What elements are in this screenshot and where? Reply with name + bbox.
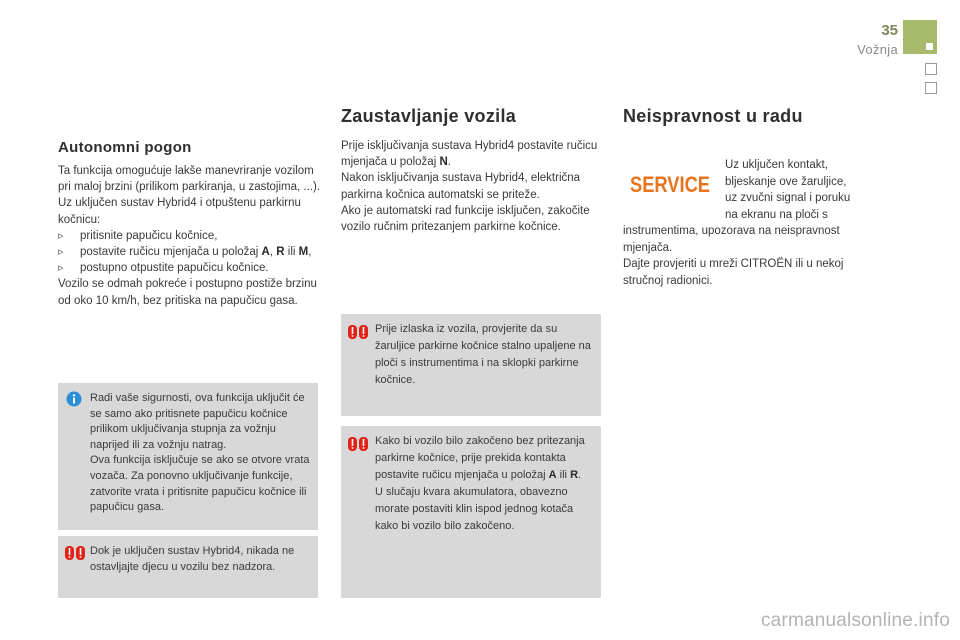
chapter-tab[interactable] (925, 63, 937, 75)
text-line: Uz uključen kontakt, (725, 159, 828, 171)
text: . (578, 469, 582, 481)
zaustavljanje-body (341, 138, 603, 235)
separator: , (308, 246, 312, 259)
list-item (58, 244, 322, 260)
section-title: Vožnja (857, 42, 898, 57)
warning-paragraph (375, 433, 595, 484)
text-line: bljeskanje ove žaruljice, (725, 175, 847, 188)
neispravnost-side-text (725, 157, 875, 223)
gear-position-a: A (261, 246, 270, 259)
info-icon (66, 391, 82, 407)
text: ili (556, 469, 571, 481)
warning-icon (347, 324, 369, 340)
zaustavljanje-p1 (341, 138, 603, 170)
warning-text: Dok je uključen sustav Hybrid4, nikada ne ostavljajte djecu u vozilu bez nadzora. (90, 545, 295, 574)
chapter-tab[interactable] (925, 82, 937, 94)
info-paragraph: Radi vaše sigurnosti, ova funkcija uključit će se samo ako pritisnete papučicu kočnice prilikom uključivanja stupnja za vožnju naprijed ili za vožnju natrag. (90, 392, 305, 451)
warning-paragraph: U slučaju kvara akumulatora, obavezno morate postaviti klin ispod jednog kotača kako bi vozilo bilo zakočeno. (375, 486, 574, 532)
gear-position-r: R (570, 469, 579, 481)
warning-icon (64, 545, 86, 561)
heading-autonomni-pogon: Autonomni pogon (58, 139, 192, 156)
zaustavljanje-p2: Nakon isključivanja sustava Hybrid4, električna parkirna kočnica automatski se priteže. (341, 172, 581, 201)
neispravnost-body (623, 223, 875, 289)
separator: ili (284, 246, 299, 259)
text-line: na ekranu na ploči s (725, 208, 828, 221)
service-logo-graphic (629, 170, 711, 196)
autonomni-result: Vozilo se odmah pokreće i postupno postiže brzinu od oko 10 km/h, bez pritiska na papučicu gasa. (58, 278, 317, 307)
warning-box (341, 426, 601, 598)
chapter-tab-active[interactable] (903, 20, 937, 54)
bullet-text: pritisnite papučicu kočnice, (80, 229, 218, 242)
text: . (447, 156, 451, 169)
tab-marker-icon (926, 43, 933, 50)
heading-neispravnost-u-radu: Neispravnost u radu (623, 106, 803, 126)
bullet-icon: ▹ (58, 229, 64, 242)
text: Kako bi vozilo bilo zakočeno bez pritezanja parkirne kočnice, prije prekida kontakta postavite ručicu mjenjača u položaj (375, 435, 585, 481)
separator: , (269, 246, 277, 259)
list-item (58, 228, 322, 244)
watermark: carmanualsonline.info (760, 610, 950, 631)
text: Dajte provjeriti u mreži CITROËN ili u nekoj stručnoj radionici. (623, 258, 844, 287)
info-box (58, 383, 318, 530)
bullet-text: postavite ručicu mjenjača u položaj (80, 246, 262, 259)
service-warning-icon (629, 170, 711, 196)
gear-position-r: R (276, 246, 285, 259)
warning-text: Prije izlaska iz vozila, provjerite da su žaruljice parkirne kočnice stalno upaljene na ploči s instrumentima i na sklopki parkirne kočnice. (375, 323, 591, 386)
text: instrumentima, upozorava na neispravnost mjenjača. (623, 225, 840, 254)
text-line: uz zvučni signal i poruku (725, 192, 851, 205)
autonomni-intro: Ta funkcija omogućuje lakše manevriranje vozilom pri maloj brzini (prilikom parkiranja, u zastojima, ...). (58, 165, 321, 194)
warning-box (341, 314, 601, 416)
warning-icon (347, 436, 369, 452)
heading-zaustavljanje-vozila: Zaustavljanje vozila (341, 106, 517, 126)
warning-text (375, 433, 595, 535)
zaustavljanje-p3: Ako je automatski rad funkcije isključen, zakočite vozilo ručnim pritezanjem parkirne kočnice. (341, 204, 590, 234)
warning-box (58, 536, 318, 598)
text: Prije isključivanja sustava Hybrid4 postavite ručicu mjenjača u položaj (341, 140, 598, 169)
autonomni-body (58, 163, 322, 309)
list-item (58, 260, 322, 276)
autonomni-condition: Uz uključen sustav Hybrid4 i otpuštenu parkirnu kočnicu: (58, 197, 301, 226)
bullet-icon: ▹ (58, 262, 64, 275)
info-paragraph: Ova funkcija isključuje se ako se otvore vrata vozača. Za ponovno uključivanje funkcije, zatvorite vrata i pritisnite papučicu kočnice ili papučicu gasa. (90, 454, 310, 514)
gear-position-n: N (439, 156, 448, 169)
page-number: 35 (881, 22, 898, 39)
bullet-icon: ▹ (58, 246, 64, 259)
service-label: SERVICE (630, 172, 710, 197)
gear-position-a: A (548, 469, 557, 481)
info-text (90, 391, 312, 516)
gear-position-m: M (298, 246, 309, 259)
bullet-text: postupno otpustite papučicu kočnice. (80, 262, 269, 275)
